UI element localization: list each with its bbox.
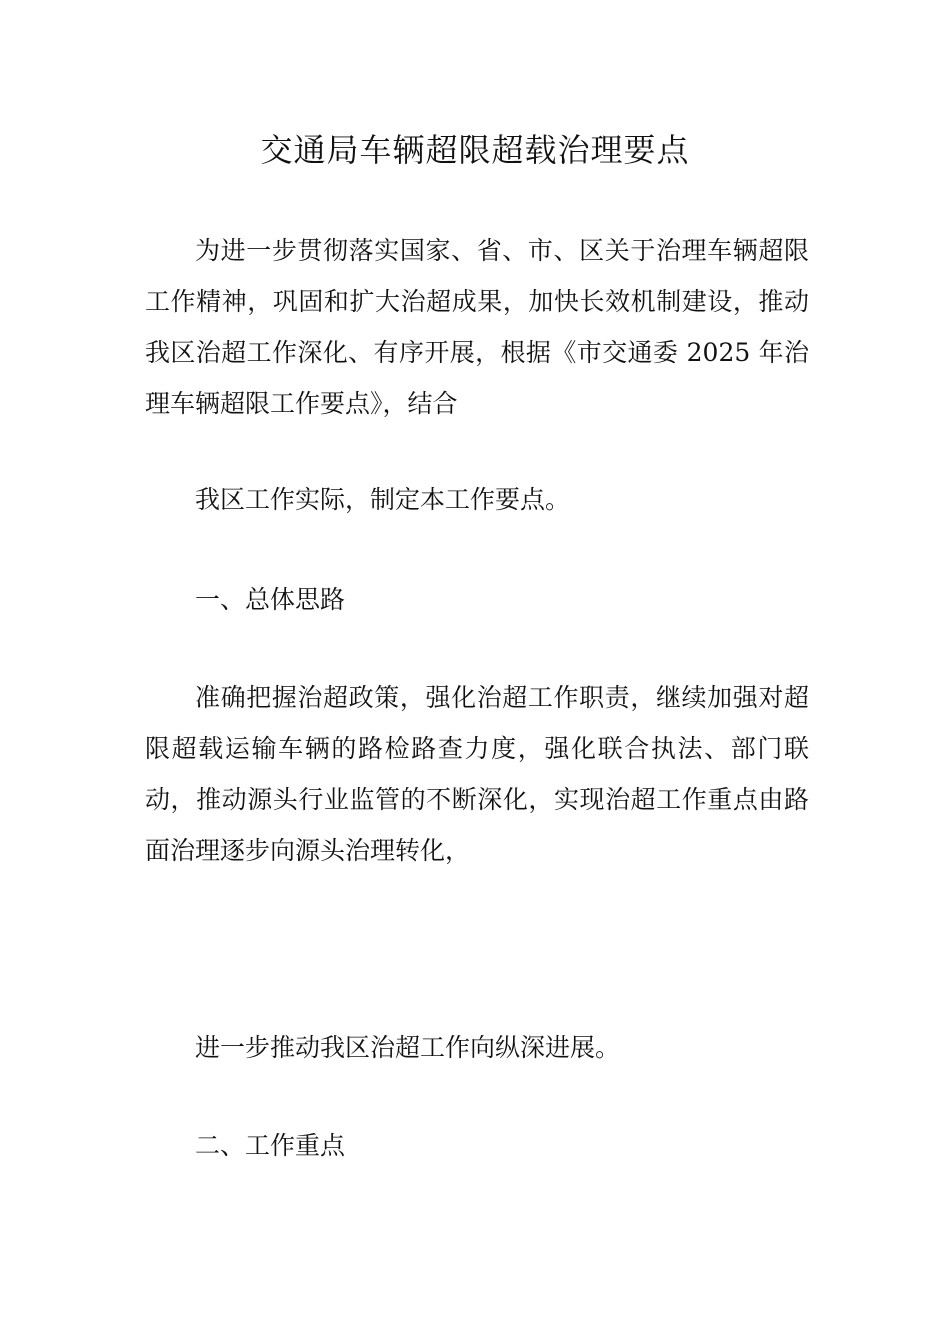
paragraph-intro-continued: 我区工作实际，制定本工作要点。	[195, 485, 571, 514]
document-title: 交通局车辆超限超载治理要点	[260, 131, 690, 169]
paragraph-intro: 为进一步贯彻落实国家、省、市、区关于治理车辆超限工作精神，巩固和扩大治超成果，加快长效机制建设，推动我区治超工作深化、有序开展，根据《市交通委 2025 年治理车辆超限工作要点》，结合	[145, 236, 809, 418]
paragraph-overall-approach: 准确把握治超政策，强化治超工作职责，继续加强对超限超载运输车辆的路检路查力度，强化联合执法、部门联动，推动源头行业监管的不断深化，实现治超工作重点由路面治理逐步向源头治理转化，	[145, 683, 809, 865]
section-heading-work-priorities: 二、工作重点	[195, 1131, 346, 1160]
paragraph-overall-approach-continued: 进一步推动我区治超工作向纵深进展。	[195, 1033, 621, 1062]
section-heading-overall-approach: 一、总体思路	[195, 585, 346, 614]
